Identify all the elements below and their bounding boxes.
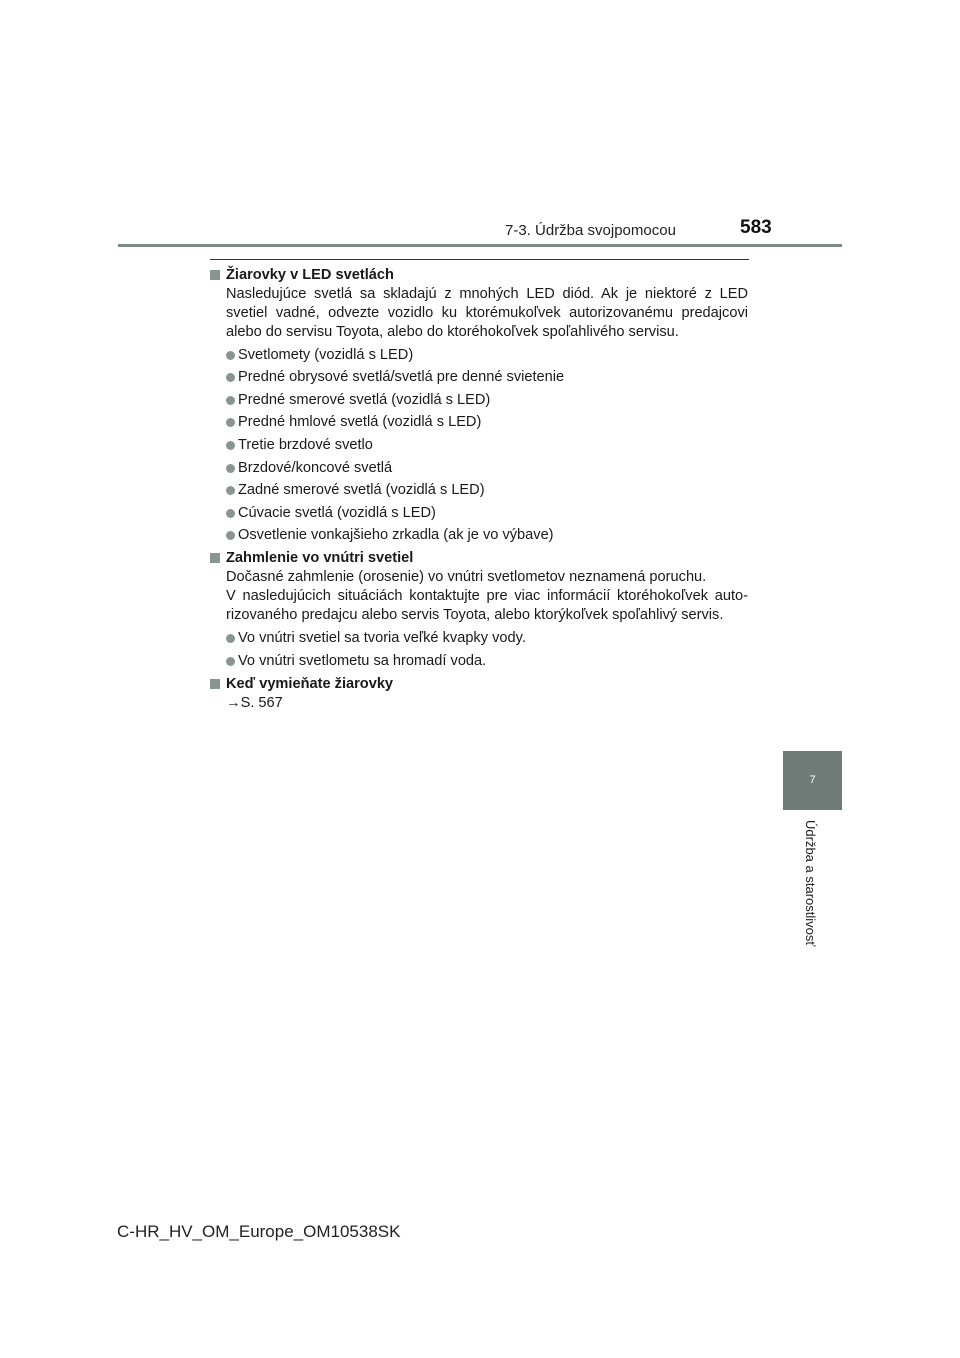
list-item [210, 629, 748, 648]
round-bullet-icon [226, 509, 235, 518]
list-item [210, 391, 748, 410]
paragraph-line: rizovaného predajcu alebo servis Toyota, alebo ktorýkoľvek spoľahlivý servis. [226, 607, 724, 624]
round-bullet-icon [226, 373, 235, 382]
section-title-text: Zahmlenie vo vnútri svetiel [226, 550, 414, 567]
section-title [210, 549, 748, 568]
chapter-label: Údržba a starostlivosť [803, 820, 818, 947]
list-item [210, 346, 748, 365]
square-bullet-icon [210, 679, 220, 689]
list-item-text: Tretie brzdové svetlo [238, 436, 373, 453]
list-item-text: Svetlomety (vozidlá s LED) [238, 346, 414, 363]
section-title [210, 266, 748, 285]
list-item-text: Predné smerové svetlá (vozidlá s LED) [238, 391, 491, 408]
list-item-text: Vo vnútri svetlometu sa hromadí voda. [238, 652, 487, 669]
section-title [210, 675, 748, 694]
round-bullet-icon [226, 657, 235, 666]
chapter-tab [783, 751, 842, 810]
round-bullet-icon [226, 464, 235, 473]
section-title-text: Žiarovky v LED svetlách [226, 267, 394, 283]
paragraph-line: alebo do servisu Toyota, alebo do ktoréhokoľvek spoľahlivého servisu. [226, 324, 679, 340]
list-item-text: Vo vnútri svetiel sa tvoria veľké kvapky vody. [238, 629, 526, 646]
section-paragraph [210, 285, 748, 342]
section-led-bulbs [210, 266, 748, 545]
list-item [210, 413, 748, 432]
round-bullet-icon [226, 486, 235, 495]
round-bullet-icon [226, 418, 235, 427]
paragraph-line: Nasledujúce svetlá sa skladajú z mnohých LED diód. Ak je niektoré z LED [226, 286, 748, 302]
round-bullet-icon [226, 351, 235, 360]
round-bullet-icon [226, 396, 235, 405]
list-item [210, 481, 748, 500]
page-number: 583 [740, 217, 772, 238]
document-code: C-HR_HV_OM_Europe_OM10538SK [117, 1222, 401, 1241]
round-bullet-icon [226, 441, 235, 450]
section-replacing-bulbs [210, 675, 748, 713]
page-reference-link[interactable]: →S. 567 [226, 694, 283, 711]
list-item [210, 504, 748, 523]
paragraph-line: V nasledujúcich situáciách kontaktujte pre viac informácií ktoréhokoľvek auto- [226, 588, 748, 605]
list-item-text: Osvetlenie vonkajšieho zrkadla (ak je vo výbave) [238, 527, 554, 544]
list-item-text: Zadné smerové svetlá (vozidlá s LED) [238, 482, 485, 499]
list-item [210, 652, 748, 671]
paragraph-line: svetiel vadné, odvezte vozidlo ku ktorémukoľvek autorizovanému predajcovi [226, 305, 748, 321]
chapter-number: 7 [809, 774, 816, 786]
list-item [210, 526, 748, 545]
page-content [210, 266, 748, 713]
round-bullet-icon [226, 531, 235, 540]
list-item [210, 436, 748, 455]
list-item-text: Predné obrysové svetlá/svetlá pre denné svietenie [238, 369, 565, 386]
list-item [210, 368, 748, 387]
section-fogging [210, 549, 748, 670]
square-bullet-icon [210, 270, 220, 280]
square-bullet-icon [210, 553, 220, 563]
list-item-text: Cúvacie svetlá (vozidlá s LED) [238, 504, 436, 521]
round-bullet-icon [226, 634, 235, 643]
header-rule [118, 244, 842, 247]
section-title-text: Keď vymieňate žiarovky [226, 675, 394, 692]
content-rule [210, 259, 749, 260]
list-item [210, 459, 748, 478]
paragraph-line: Dočasné zahmlenie (orosenie) vo vnútri svetlometov neznamená poruchu. [226, 569, 707, 586]
section-paragraph [210, 568, 748, 625]
header-section-title: 7-3. Údržba svojpomocou [505, 222, 676, 239]
list-item-text: Predné hmlové svetlá (vozidlá s LED) [238, 414, 482, 431]
list-item-text: Brzdové/koncové svetlá [238, 459, 393, 476]
